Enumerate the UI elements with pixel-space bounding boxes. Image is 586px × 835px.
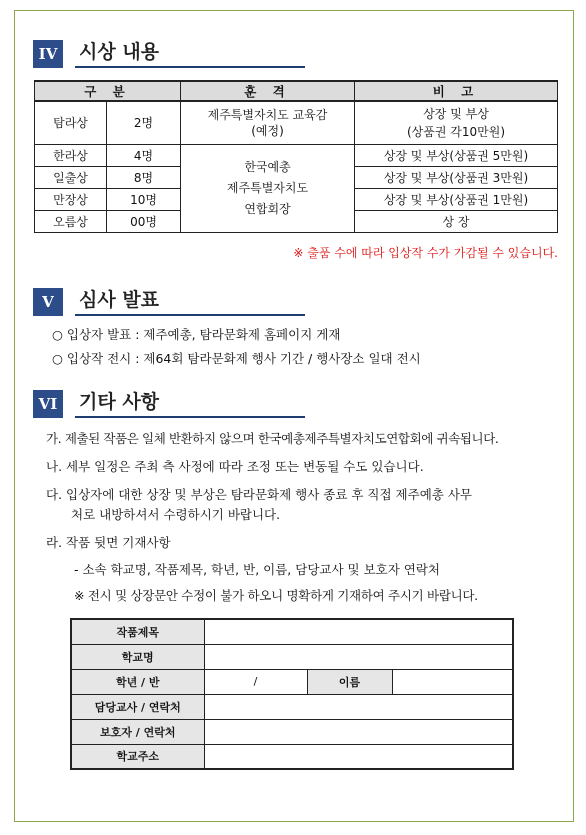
note-ga: 가. 제출된 작품은 일체 반환하지 않으며 한국예총제주특별자치도연합회에 귀속됩니다. — [46, 431, 499, 446]
award-table — [34, 80, 558, 233]
row-count: 00명 — [107, 210, 181, 232]
row-category: 오름상 — [35, 210, 107, 232]
row-honor: 제주특별자치도 교육감 (예정) — [181, 101, 355, 144]
award-footnote: ※ 출품 수에 따라 입상작 수가 가감될 수 있습니다. — [293, 246, 558, 260]
grade-class-field[interactable]: / — [204, 669, 307, 694]
student-name-field[interactable] — [392, 669, 513, 694]
section-6-header — [33, 388, 305, 418]
form-row — [71, 744, 513, 769]
section-6-badge: VI — [33, 390, 63, 418]
section-5-header — [33, 286, 305, 316]
row-category: 탐라상 — [35, 101, 107, 144]
row-note: 상장 및 부상(상품권 1만원) — [355, 188, 558, 210]
header-note: 비 고 — [355, 81, 558, 101]
guardian-contact-field[interactable] — [204, 719, 513, 744]
row-note: 상장 및 부상 (상품권 각10만원) — [355, 101, 558, 144]
section-5-badge: V — [33, 288, 63, 316]
teacher-contact-label: 담당교사 / 연락처 — [71, 694, 204, 719]
work-title-field[interactable] — [204, 619, 513, 644]
row-category: 일출상 — [35, 166, 107, 188]
award-table-header — [35, 81, 558, 101]
school-address-label: 학교주소 — [71, 744, 204, 769]
back-label-fields: - 소속 학교명, 작품제목, 학년, 반, 이름, 담당교사 및 보호자 연락처 — [74, 562, 440, 577]
back-label-warning: ※ 전시 및 상장문안 수정이 불가 하오니 명확하게 기재하여 주시기 바랍니다. — [74, 588, 478, 603]
section-6-title: 기타 사항 — [75, 387, 305, 418]
row-count: 4명 — [107, 144, 181, 166]
note-da-cont: 처로 내방하셔서 수령하시기 바랍니다. — [71, 507, 281, 522]
header-category: 구 분 — [35, 81, 181, 101]
row-category: 한라상 — [35, 144, 107, 166]
section-4-title: 시상 내용 — [75, 37, 305, 68]
school-name-field[interactable] — [204, 644, 513, 669]
teacher-contact-field[interactable] — [204, 694, 513, 719]
row-category: 만장상 — [35, 188, 107, 210]
table-row — [35, 144, 558, 166]
form-row — [71, 669, 513, 694]
note-ra: 라. 작품 뒷면 기재사항 — [46, 535, 171, 550]
row-count: 8명 — [107, 166, 181, 188]
school-name-label: 학교명 — [71, 644, 204, 669]
row-count: 2명 — [107, 101, 181, 144]
row-count: 10명 — [107, 188, 181, 210]
note-da: 다. 입상자에 대한 상장 및 부상은 탐라문화제 행사 종료 후 직접 제주예총 사무 — [46, 487, 472, 502]
header-honor: 훈 격 — [181, 81, 355, 101]
row-note: 상 장 — [355, 210, 558, 232]
section-5-title: 심사 발표 — [75, 285, 305, 316]
grade-class-label: 학년 / 반 — [71, 669, 204, 694]
form-row — [71, 694, 513, 719]
back-label-form — [70, 618, 514, 770]
work-title-label: 작품제목 — [71, 619, 204, 644]
table-row — [35, 101, 558, 144]
exhibition-item: ○ 입상작 전시 : 제64회 탐라문화제 행사 기간 / 행사장소 일대 전시 — [52, 351, 421, 366]
section-4-header — [33, 38, 305, 68]
shared-honor-cell: 한국예총 제주특별자치도 연합회장 — [181, 144, 355, 232]
row-note: 상장 및 부상(상품권 3만원) — [355, 166, 558, 188]
section-4-badge: IV — [33, 40, 63, 68]
announcement-item: ○ 입상자 발표 : 제주예총, 탐라문화제 홈페이지 게재 — [52, 327, 341, 342]
form-row — [71, 644, 513, 669]
row-note: 상장 및 부상(상품권 5만원) — [355, 144, 558, 166]
school-address-field[interactable] — [204, 744, 513, 769]
form-row — [71, 619, 513, 644]
note-na: 나. 세부 일정은 주최 측 사정에 따라 조정 또는 변동될 수도 있습니다. — [46, 459, 424, 474]
student-name-label: 이름 — [307, 669, 392, 694]
guardian-contact-label: 보호자 / 연락처 — [71, 719, 204, 744]
form-row — [71, 719, 513, 744]
